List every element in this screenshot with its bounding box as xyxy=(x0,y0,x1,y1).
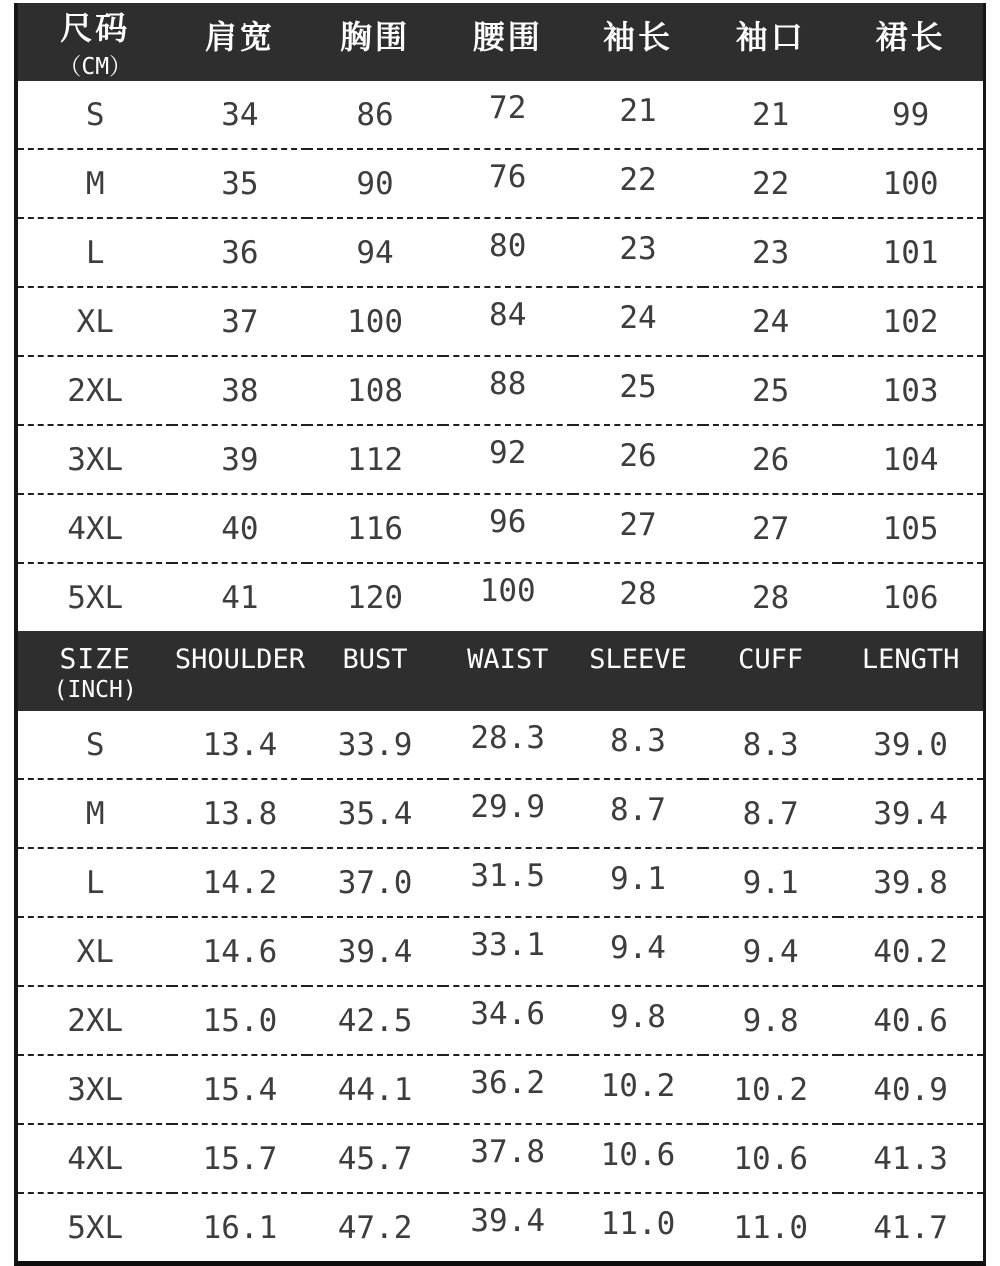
value-cell xyxy=(172,356,307,425)
table-row xyxy=(18,986,983,1055)
cell-text: 13.8 xyxy=(202,795,278,832)
table-row xyxy=(18,563,983,631)
value-cell xyxy=(307,81,442,149)
size-cell xyxy=(18,1124,172,1193)
value-cell xyxy=(838,425,983,494)
cell-text: 9.1 xyxy=(609,860,666,897)
cell-text: 23 xyxy=(619,230,657,267)
cell-text: 25 xyxy=(619,368,657,405)
value-cell xyxy=(703,1124,838,1193)
size-cell xyxy=(18,711,172,779)
size-table-cm xyxy=(18,3,983,631)
value-cell xyxy=(307,287,442,356)
corner-title-inch: SIZE xyxy=(59,642,131,676)
cell-text: 40.2 xyxy=(873,933,948,970)
value-cell xyxy=(443,356,573,425)
cell-text: 9.1 xyxy=(742,864,799,901)
value-cell xyxy=(838,1055,983,1124)
cell-text: 116 xyxy=(347,510,404,547)
cell-text: 8.3 xyxy=(742,726,799,763)
cell-text: 16.1 xyxy=(202,1209,278,1246)
value-cell xyxy=(838,287,983,356)
size-cell xyxy=(18,494,172,563)
value-cell xyxy=(838,917,983,986)
value-cell xyxy=(307,425,442,494)
table-row xyxy=(18,917,983,986)
value-cell xyxy=(172,149,307,218)
cell-text: 100 xyxy=(479,572,536,609)
corner-header-inch xyxy=(18,631,172,711)
value-cell xyxy=(703,287,838,356)
cell-text: 8.3 xyxy=(609,722,666,759)
value-cell xyxy=(172,425,307,494)
value-cell xyxy=(443,986,573,1055)
cell-text: 38 xyxy=(221,372,259,409)
value-cell xyxy=(703,986,838,1055)
size-cell xyxy=(18,425,172,494)
cell-text: 8.7 xyxy=(609,791,666,828)
cell-text: 102 xyxy=(882,303,939,340)
value-cell xyxy=(443,1124,573,1193)
cell-text: 45.7 xyxy=(337,1140,413,1177)
size-chart xyxy=(14,3,986,1266)
cell-text: 39.4 xyxy=(470,1202,546,1239)
size-cell xyxy=(18,986,172,1055)
value-cell xyxy=(838,1124,983,1193)
cell-text: 27 xyxy=(751,510,790,547)
cell-text: 112 xyxy=(347,441,404,478)
cell-text: 40 xyxy=(221,510,259,547)
value-cell xyxy=(573,425,703,494)
table-row xyxy=(18,218,983,287)
size-table-cm-header xyxy=(18,3,983,81)
cell-text: 106 xyxy=(882,579,939,616)
cell-text: 28 xyxy=(751,579,790,616)
value-cell xyxy=(703,218,838,287)
value-cell xyxy=(172,1055,307,1124)
value-cell xyxy=(838,494,983,563)
table-row xyxy=(18,81,983,149)
value-cell xyxy=(443,779,573,848)
value-cell xyxy=(443,287,573,356)
cell-text: 9.8 xyxy=(742,1002,799,1039)
value-cell xyxy=(307,494,442,563)
cell-text: 13.4 xyxy=(202,726,278,763)
cell-text: 8.7 xyxy=(742,795,799,832)
size-cell xyxy=(18,779,172,848)
cell-text: 80 xyxy=(489,227,527,264)
cell-text: 39.8 xyxy=(873,864,948,901)
cell-text: 2XL xyxy=(67,1002,124,1039)
value-cell xyxy=(443,149,573,218)
column-header-waist-inch: WAIST xyxy=(443,631,573,711)
size-cell xyxy=(18,287,172,356)
value-cell xyxy=(172,917,307,986)
cell-text: M xyxy=(85,165,105,202)
table-row xyxy=(18,494,983,563)
cell-text: 101 xyxy=(882,234,939,271)
size-cell xyxy=(18,149,172,218)
size-table-inch xyxy=(18,631,983,1261)
value-cell xyxy=(838,848,983,917)
table-row xyxy=(18,1193,983,1261)
cell-text: 14.2 xyxy=(202,864,278,901)
cell-text: 86 xyxy=(356,96,394,133)
cell-text: 15.4 xyxy=(202,1071,278,1108)
cell-text: 31.5 xyxy=(470,857,546,894)
value-cell xyxy=(573,287,703,356)
value-cell xyxy=(172,81,307,149)
cell-text: 28.3 xyxy=(470,719,546,756)
value-cell xyxy=(573,848,703,917)
value-cell xyxy=(307,218,442,287)
cell-text: 100 xyxy=(347,303,404,340)
cell-text: 103 xyxy=(882,372,939,409)
table-row xyxy=(18,1055,983,1124)
value-cell xyxy=(443,218,573,287)
cell-text: L xyxy=(85,864,105,901)
value-cell xyxy=(838,81,983,149)
table-row xyxy=(18,287,983,356)
value-cell xyxy=(573,1193,703,1261)
value-cell xyxy=(307,1193,442,1261)
cell-text: 21 xyxy=(751,96,790,133)
cell-text: 9.4 xyxy=(609,929,666,966)
size-cell xyxy=(18,1055,172,1124)
corner-title-cm: 尺码 xyxy=(60,9,131,47)
cell-text: 37.0 xyxy=(337,864,413,901)
cell-text: 10.6 xyxy=(733,1140,808,1177)
table-row xyxy=(18,848,983,917)
value-cell xyxy=(703,848,838,917)
cell-text: 35.4 xyxy=(337,795,413,832)
cell-text: 5XL xyxy=(67,1209,124,1246)
value-cell xyxy=(573,1055,703,1124)
value-cell xyxy=(573,711,703,779)
value-cell xyxy=(703,149,838,218)
column-header-shoulder-cm: 肩宽 xyxy=(172,3,307,81)
cell-text: 35 xyxy=(221,165,259,202)
cell-text: 90 xyxy=(356,165,394,202)
value-cell xyxy=(172,287,307,356)
value-cell xyxy=(573,494,703,563)
size-cell xyxy=(18,917,172,986)
cell-text: 39.4 xyxy=(873,795,948,832)
cell-text: 26 xyxy=(751,441,790,478)
size-cell xyxy=(18,563,172,631)
cell-text: 120 xyxy=(347,579,404,616)
corner-header-cm xyxy=(18,3,172,81)
column-header-bust-cm: 胸围 xyxy=(307,3,442,81)
value-cell xyxy=(307,848,442,917)
value-cell xyxy=(573,779,703,848)
corner-subtitle-inch: (INCH) xyxy=(53,676,137,703)
value-cell xyxy=(838,986,983,1055)
value-cell xyxy=(703,81,838,149)
cell-text: 72 xyxy=(489,89,527,126)
cell-text: 15.7 xyxy=(202,1140,278,1177)
cell-text: 28 xyxy=(619,575,657,612)
cell-text: L xyxy=(85,234,105,271)
value-cell xyxy=(172,563,307,631)
cell-text: 10.2 xyxy=(733,1071,808,1108)
cell-text: 41.3 xyxy=(873,1140,948,1177)
cell-text: XL xyxy=(76,933,114,970)
size-cell xyxy=(18,218,172,287)
cell-text: 5XL xyxy=(67,579,124,616)
cell-text: 39 xyxy=(221,441,259,478)
column-header-bust-inch: BUST xyxy=(307,631,442,711)
cell-text: 42.5 xyxy=(337,1002,413,1039)
value-cell xyxy=(307,356,442,425)
cell-text: 15.0 xyxy=(202,1002,278,1039)
cell-text: 37.8 xyxy=(470,1133,546,1170)
cell-text: 23 xyxy=(751,234,790,271)
cell-text: 14.6 xyxy=(202,933,278,970)
cell-text: 26 xyxy=(619,437,657,474)
column-header-shoulder-inch: SHOULDER xyxy=(172,631,307,711)
table-row xyxy=(18,1124,983,1193)
cell-text: 4XL xyxy=(67,1140,124,1177)
value-cell xyxy=(443,494,573,563)
value-cell xyxy=(838,149,983,218)
cell-text: 11.0 xyxy=(600,1205,676,1242)
cell-text: 33.1 xyxy=(470,926,546,963)
header-row-inch xyxy=(18,631,983,711)
value-cell xyxy=(573,986,703,1055)
value-cell xyxy=(703,425,838,494)
value-cell xyxy=(443,425,573,494)
cell-text: 39.4 xyxy=(337,933,413,970)
cell-text: 24 xyxy=(619,299,657,336)
column-header-waist-cm: 腰围 xyxy=(443,3,573,81)
table-row xyxy=(18,425,983,494)
cell-text: 10.2 xyxy=(600,1067,676,1104)
value-cell xyxy=(703,1055,838,1124)
cell-text: 10.6 xyxy=(600,1136,676,1173)
cell-text: 76 xyxy=(489,158,527,195)
size-cell xyxy=(18,848,172,917)
cell-text: 9.4 xyxy=(742,933,799,970)
value-cell xyxy=(307,149,442,218)
value-cell xyxy=(573,218,703,287)
cell-text: 41.7 xyxy=(873,1209,948,1246)
corner-subtitle-cm: （CM） xyxy=(58,54,133,81)
cell-text: 44.1 xyxy=(337,1071,413,1108)
cell-text: 34 xyxy=(221,96,259,133)
value-cell xyxy=(172,494,307,563)
size-table-inch-body xyxy=(18,711,983,1261)
value-cell xyxy=(443,563,573,631)
value-cell xyxy=(443,81,573,149)
size-table-cm-body xyxy=(18,81,983,631)
value-cell xyxy=(307,711,442,779)
value-cell xyxy=(443,1193,573,1261)
value-cell xyxy=(703,711,838,779)
value-cell xyxy=(172,218,307,287)
value-cell xyxy=(172,986,307,1055)
cell-text: 40.6 xyxy=(873,1002,948,1039)
cell-text: 9.8 xyxy=(609,998,666,1035)
cell-text: 100 xyxy=(882,165,939,202)
value-cell xyxy=(573,356,703,425)
value-cell xyxy=(703,917,838,986)
value-cell xyxy=(307,986,442,1055)
cell-text: 33.9 xyxy=(337,726,413,763)
cell-text: 29.9 xyxy=(470,788,546,825)
value-cell xyxy=(573,149,703,218)
size-cell xyxy=(18,1193,172,1261)
value-cell xyxy=(838,563,983,631)
size-cell xyxy=(18,81,172,149)
cell-text: 27 xyxy=(619,506,657,543)
column-header-length-inch: LENGTH xyxy=(838,631,983,711)
cell-text: 105 xyxy=(882,510,939,547)
value-cell xyxy=(307,563,442,631)
value-cell xyxy=(307,779,442,848)
cell-text: 37 xyxy=(221,303,259,340)
value-cell xyxy=(838,711,983,779)
table-row xyxy=(18,356,983,425)
cell-text: S xyxy=(85,726,105,763)
cell-text: XL xyxy=(76,303,114,340)
cell-text: S xyxy=(85,96,105,133)
value-cell xyxy=(172,1193,307,1261)
table-row xyxy=(18,711,983,779)
value-cell xyxy=(443,848,573,917)
value-cell xyxy=(443,711,573,779)
cell-text: 36.2 xyxy=(470,1064,546,1101)
value-cell xyxy=(703,779,838,848)
cell-text: 84 xyxy=(489,296,527,333)
value-cell xyxy=(172,779,307,848)
value-cell xyxy=(838,1193,983,1261)
size-cell xyxy=(18,356,172,425)
value-cell xyxy=(443,1055,573,1124)
value-cell xyxy=(703,356,838,425)
size-table-inch-header xyxy=(18,631,983,711)
cell-text: 36 xyxy=(221,234,259,271)
cell-text: 3XL xyxy=(67,1071,124,1108)
cell-text: 3XL xyxy=(67,441,124,478)
column-header-sleeve-inch: SLEEVE xyxy=(573,631,703,711)
cell-text: 22 xyxy=(751,165,790,202)
value-cell xyxy=(172,711,307,779)
value-cell xyxy=(307,917,442,986)
value-cell xyxy=(172,1124,307,1193)
cell-text: 96 xyxy=(489,503,527,540)
cell-text: 99 xyxy=(891,96,930,133)
value-cell xyxy=(838,356,983,425)
cell-text: 108 xyxy=(347,372,404,409)
table-row xyxy=(18,779,983,848)
table-row xyxy=(18,149,983,218)
value-cell xyxy=(703,1193,838,1261)
value-cell xyxy=(573,563,703,631)
value-cell xyxy=(573,1124,703,1193)
value-cell xyxy=(172,848,307,917)
cell-text: 39.0 xyxy=(873,726,948,763)
cell-text: 21 xyxy=(619,92,657,129)
cell-text: 88 xyxy=(489,365,527,402)
column-header-sleeve-cm: 袖长 xyxy=(573,3,703,81)
value-cell xyxy=(703,494,838,563)
cell-text: 34.6 xyxy=(470,995,546,1032)
cell-text: 4XL xyxy=(67,510,124,547)
header-row-cm xyxy=(18,3,983,81)
cell-text: 40.9 xyxy=(873,1071,948,1108)
value-cell xyxy=(573,917,703,986)
cell-text: 47.2 xyxy=(337,1209,413,1246)
value-cell xyxy=(307,1055,442,1124)
value-cell xyxy=(703,563,838,631)
cell-text: M xyxy=(85,795,105,832)
cell-text: 94 xyxy=(356,234,394,271)
cell-text: 92 xyxy=(489,434,527,471)
cell-text: 11.0 xyxy=(733,1209,808,1246)
cell-text: 24 xyxy=(751,303,790,340)
value-cell xyxy=(838,218,983,287)
column-header-cuff-inch: CUFF xyxy=(703,631,838,711)
value-cell xyxy=(307,1124,442,1193)
column-header-length-cm: 裙长 xyxy=(838,3,983,81)
cell-text: 2XL xyxy=(67,372,124,409)
cell-text: 104 xyxy=(882,441,939,478)
cell-text: 41 xyxy=(221,579,259,616)
column-header-cuff-cm: 袖口 xyxy=(703,3,838,81)
value-cell xyxy=(573,81,703,149)
value-cell xyxy=(443,917,573,986)
cell-text: 22 xyxy=(619,161,657,198)
value-cell xyxy=(838,779,983,848)
cell-text: 25 xyxy=(751,372,790,409)
